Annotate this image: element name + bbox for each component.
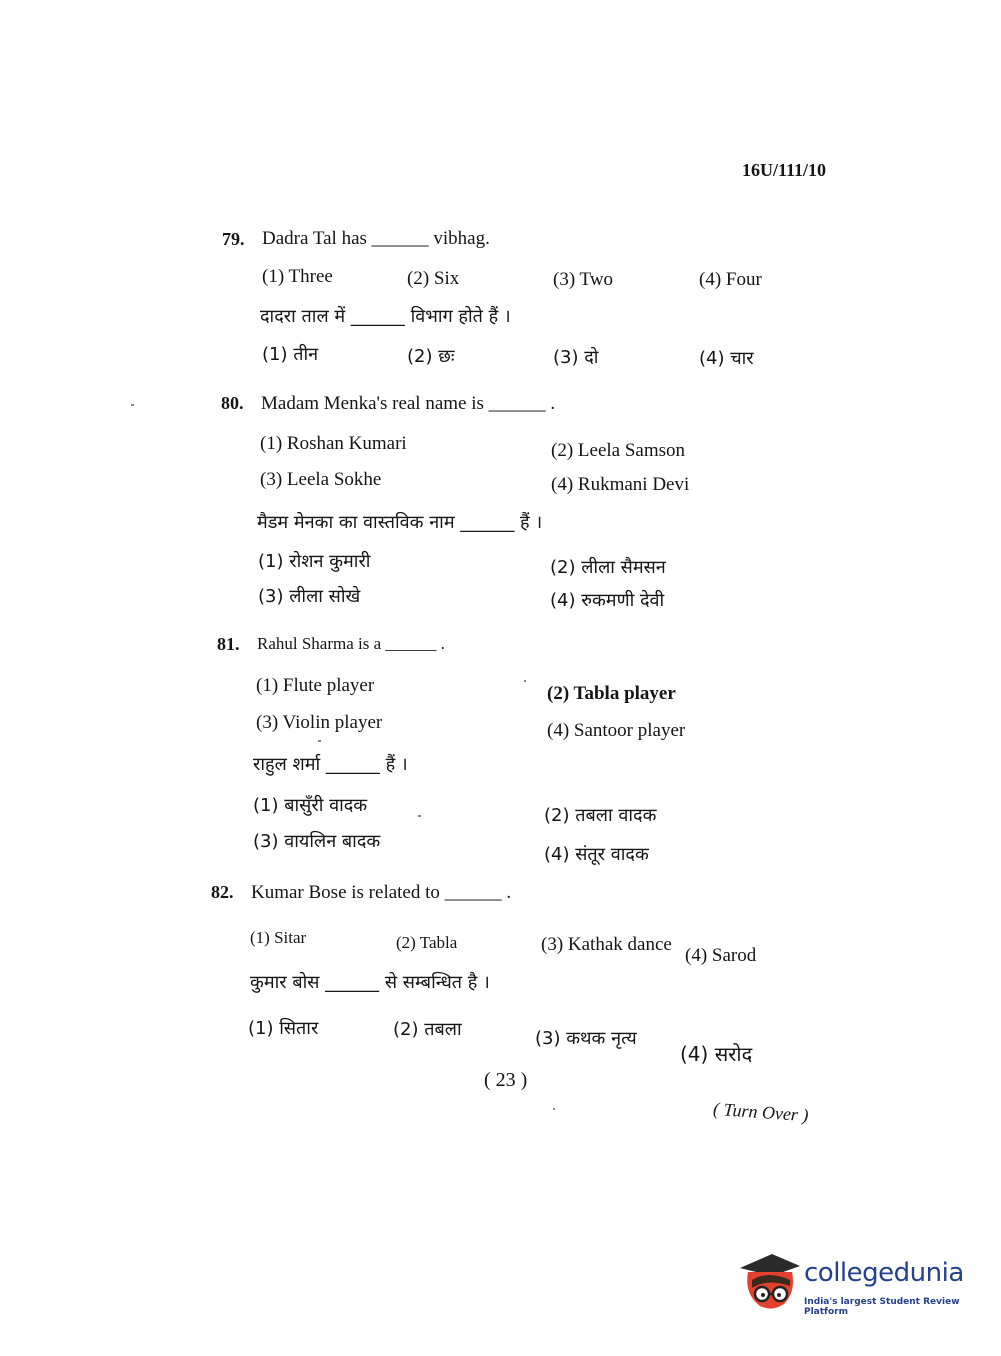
option-en-3: (3) Kathak dance (541, 934, 672, 955)
option-hi-3: (3) दो (553, 347, 599, 368)
question-text-hi: राहुल शर्मा ______ हैं । (253, 754, 408, 775)
option-en-4: (4) Rukmani Devi (551, 474, 690, 495)
question-number: 81. (217, 634, 240, 654)
option-hi-1: (1) तीन (262, 344, 319, 365)
logo-tagline: India's largest Student Review Platform (804, 1297, 960, 1317)
question-text-en: Dadra Tal has ______ vibhag. (262, 228, 490, 249)
option-en-2: (2) Tabla player (547, 683, 676, 704)
option-hi-3: (3) कथक नृत्य (535, 1028, 637, 1049)
option-en-1: (1) Three (262, 266, 333, 287)
logo-wordmark (804, 1258, 964, 1288)
scan-speck (131, 404, 134, 406)
option-hi-1: (1) सितार (248, 1018, 319, 1039)
option-en-1: (1) Flute player (256, 675, 375, 696)
turn-over-note: ( Turn Over ) (712, 1098, 810, 1126)
question-text-hi: दादरा ताल में ______ विभाग होते हैं । (260, 306, 511, 327)
option-en-4: (4) Sarod (685, 945, 757, 966)
option-hi-2: (2) लीला सैमसन (550, 557, 666, 578)
option-hi-4: (4) सरोद (680, 1042, 753, 1066)
scan-speck (418, 815, 421, 817)
question-text-en: Madam Menka's real name is ______ . (261, 393, 556, 414)
option-en-2: (2) Six (407, 268, 460, 289)
option-en-3: (3) Violin player (256, 712, 383, 733)
option-hi-3: (3) वायलिन बादक (253, 831, 381, 852)
option-en-1: (1) Sitar (250, 928, 307, 947)
scan-speck (524, 680, 526, 682)
mascot-icon (738, 1250, 802, 1316)
question-text-hi: मैडम मेनका का वास्तविक नाम ______ हैं । (257, 512, 543, 533)
question-text-en: Kumar Bose is related to ______ . (251, 882, 512, 903)
scan-speck (318, 740, 321, 742)
option-hi-4: (4) रुकमणी देवी (550, 590, 665, 611)
option-en-1: (1) Roshan Kumari (260, 433, 407, 454)
question-number: 79. (222, 229, 245, 249)
option-hi-2: (2) छः (407, 346, 455, 367)
question-text-en: Rahul Sharma is a ______ . (257, 634, 445, 653)
option-en-4: (4) Santoor player (547, 720, 686, 741)
question-text-hi: कुमार बोस ______ से सम्बन्धित है । (250, 972, 490, 993)
option-en-2: (2) Leela Samson (551, 440, 686, 461)
option-hi-1: (1) रोशन कुमारी (258, 551, 371, 572)
collegedunia-logo (738, 1250, 978, 1320)
option-en-4: (4) Four (699, 269, 762, 290)
option-hi-3: (3) लीला सोखे (258, 586, 361, 607)
logo-name-text: collegedunia (804, 1258, 964, 1288)
paper-code: 16U/111/10 (742, 160, 827, 180)
option-hi-4: (4) चार (699, 348, 754, 369)
page-number: ( 23 ) (484, 1069, 528, 1091)
scan-speck (553, 1108, 555, 1110)
option-hi-4: (4) संतूर वादक (544, 844, 649, 865)
option-en-3: (3) Leela Sokhe (260, 469, 382, 490)
option-hi-1: (1) बासुँरी वादक (253, 795, 368, 816)
question-number: 80. (221, 393, 244, 413)
question-number: 82. (211, 882, 234, 902)
option-en-2: (2) Tabla (396, 933, 458, 952)
option-en-3: (3) Two (553, 269, 614, 290)
option-hi-2: (2) तबला (393, 1019, 462, 1040)
option-hi-2: (2) तबला वादक (544, 805, 657, 826)
